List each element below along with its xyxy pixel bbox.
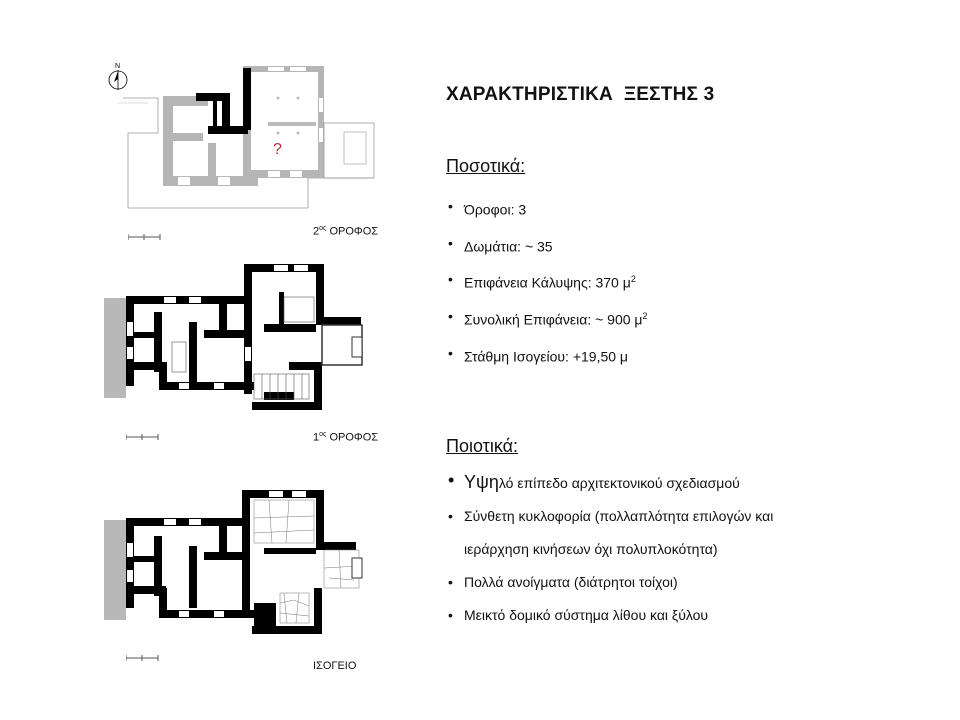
list-item: • Μεικτό δομικό σύστημα λίθου και ξύλου bbox=[448, 607, 709, 623]
second-floor-plan bbox=[118, 58, 378, 228]
list-item: • Επιφάνεια Κάλυψης: 370 $\mu^2$ bbox=[448, 271, 636, 291]
list-item: ιεράρχηση κινήσεων όχι πολυπλοκότητα) bbox=[464, 541, 718, 557]
qualitative-heading: Ποιοτικά: bbox=[446, 436, 519, 456]
list-item: • Συνολική Επιφάνεια: ~ 900 $\mu^2$ bbox=[448, 307, 648, 328]
scale-bar-icon bbox=[126, 434, 160, 440]
list-item: • Υψηλό επίπεδο αρχιτεκτονικού σχεδιασμού bbox=[448, 470, 740, 492]
list-item: • Όροφοι: 3 bbox=[448, 198, 527, 218]
scale-bar-icon bbox=[126, 655, 160, 661]
compass-letter: N bbox=[115, 63, 121, 70]
qualitative-list bbox=[448, 472, 773, 625]
list-item: • Στάθμη Ισογείου: +19,50 μ bbox=[448, 344, 628, 365]
ground-floor-plan bbox=[104, 488, 374, 648]
first-floor-label: $1^{o\varsigma}$ ΟΡΟΦΟΣ bbox=[313, 431, 379, 444]
ground-floor-label: ΙΣΟΓΕΙΟ bbox=[313, 660, 357, 672]
list-item: • Δωμάτια: ~ 35 bbox=[448, 234, 553, 255]
page-title: ΧΑΡΑΚΤΗΡΙΣΤΙΚΑ ΞΕΣΤΗΣ 3 bbox=[446, 84, 715, 105]
first-floor-plan bbox=[104, 262, 374, 432]
unknown-mark: ? bbox=[273, 141, 282, 158]
scale-bar-icon bbox=[128, 234, 162, 240]
list-item: • Πολλά ανοίγματα (διάτρητοι τοίχοι) bbox=[448, 574, 678, 590]
quantitative-heading: Ποσοτικά: bbox=[446, 156, 526, 176]
quantitative-list bbox=[448, 196, 648, 366]
second-floor-label: $2^{o\varsigma}$ ΟΡΟΦΟΣ bbox=[313, 225, 379, 238]
list-item: • Σύνθετη κυκλοφορία (πολλαπλότητα επιλογών και bbox=[448, 508, 774, 524]
